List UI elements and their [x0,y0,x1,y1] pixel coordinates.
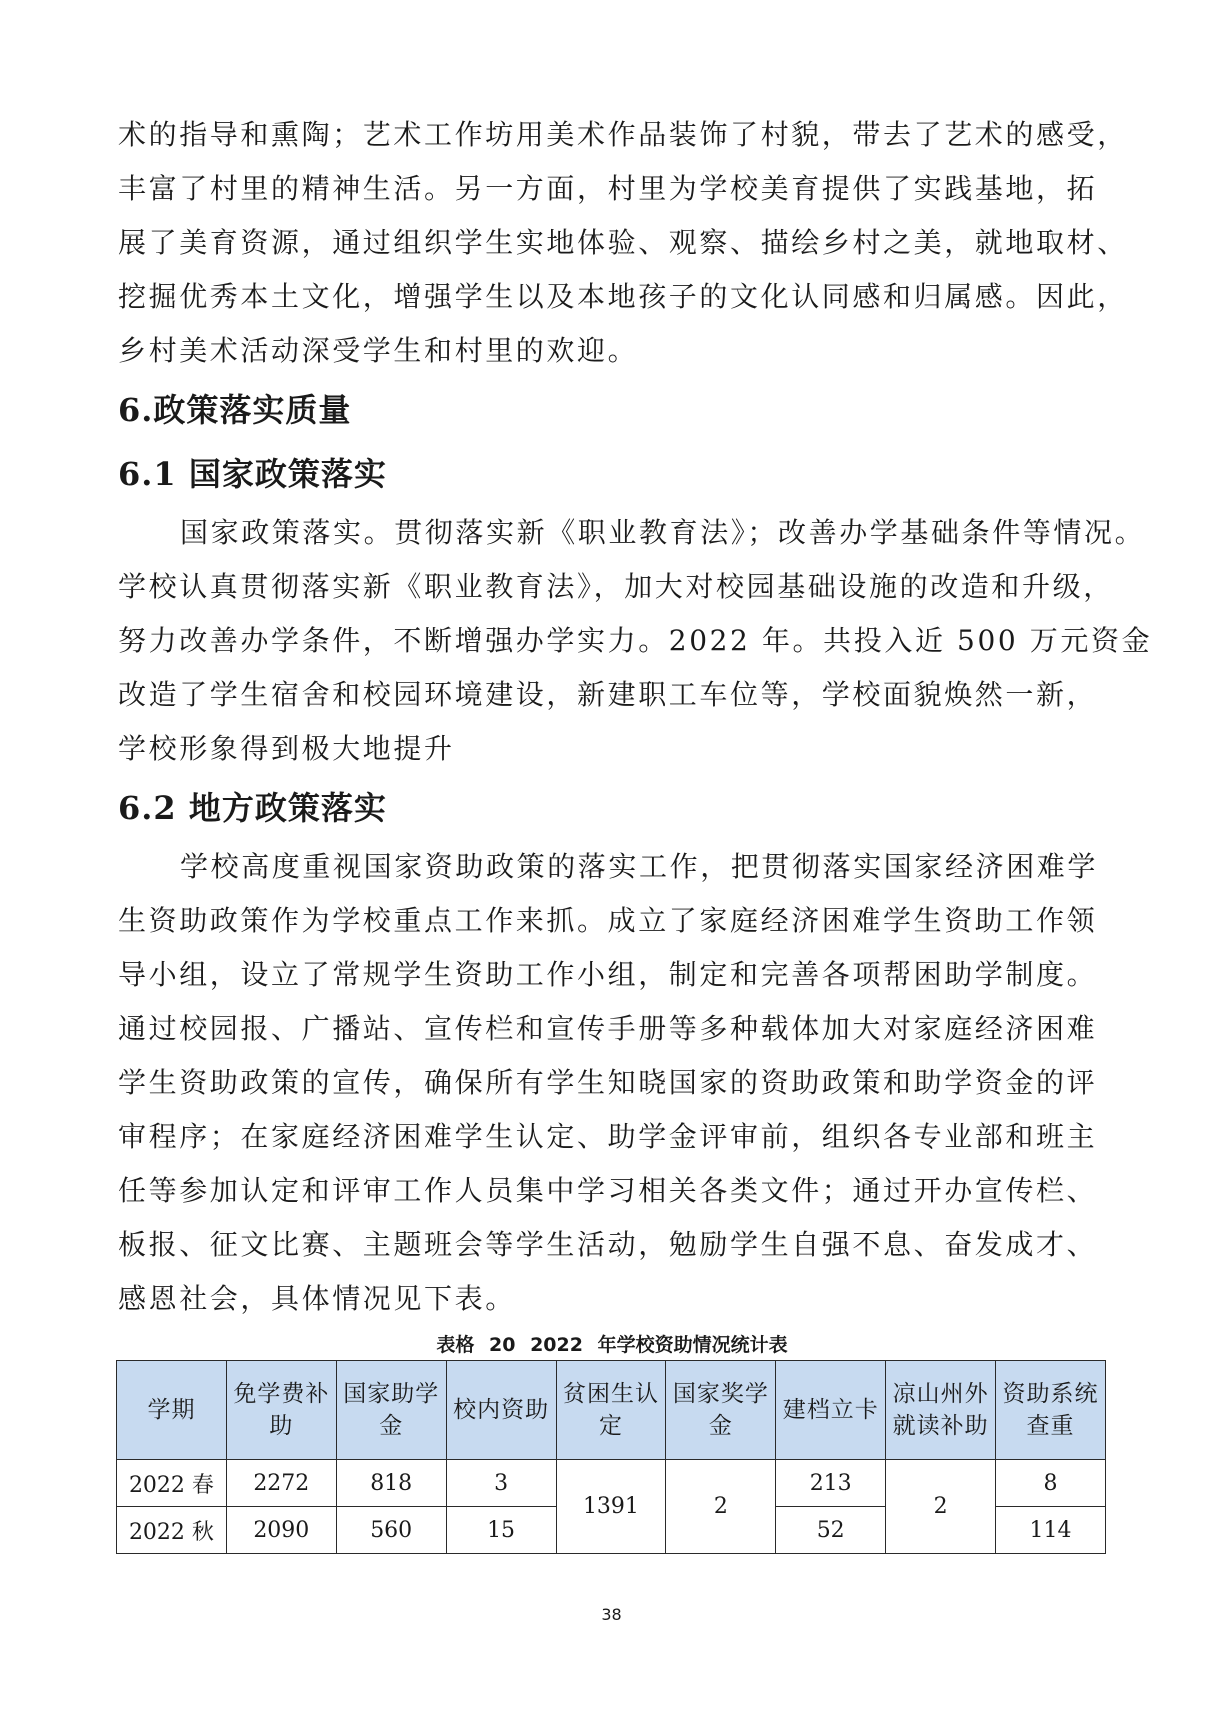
table-cell-merged: 2 [886,1460,996,1554]
text-line: 改造了学生宿舍和校园环境建设，新建职工车位等，学校面貌焕然一新， [118,678,1098,711]
paragraph-art-activities [118,108,1128,378]
header-duplicate-check: 资助系统查重 [996,1361,1106,1460]
table-cell: 2090 [226,1507,336,1554]
paragraph-local-policy [118,840,1106,1326]
table-cell: 15 [446,1507,556,1554]
header-tuition-waiver: 免学费补助 [226,1361,336,1460]
text-line: 展了美育资源，通过组织学生实地体验、观察、描绘乡村之美，就地取材、 [118,226,1128,259]
text-line: 术的指导和熏陶；艺术工作坊用美术作品装饰了村貌，带去了艺术的感受， [118,118,1128,151]
text-line: 学校认真贯彻落实新《职业教育法》，加大对校园基础设施的改造和升级， [118,570,1114,603]
text-line: 国家政策落实。贯彻落实新《职业教育法》；改善办学基础条件等情况。 [180,516,1146,549]
header-national-grant: 国家助学金 [336,1361,446,1460]
table-cell: 2022 秋 [117,1507,227,1554]
header-term: 学期 [117,1361,227,1460]
text-line: 板报、征文比赛、主题班会等学生活动，勉励学生自强不息、奋发成才、 [118,1228,1098,1261]
text-line: 丰富了村里的精神生活。另一方面，村里为学校美育提供了实践基地，拓 [118,172,1098,205]
text-line: 挖掘优秀本土文化，增强学生以及本地孩子的文化认同感和归属感。因此， [118,280,1128,313]
table-cell-merged: 2 [666,1460,776,1554]
table-cell: 560 [336,1507,446,1554]
header-liangshan-subsidy: 凉山州外就读补助 [886,1361,996,1460]
table-cell: 114 [996,1507,1106,1554]
text-line: 乡村美术活动深受学生和村里的欢迎。 [118,334,639,367]
table-header-row [117,1361,1106,1460]
table-cell-merged: 1391 [556,1460,666,1554]
text-line: 学校高度重视国家资助政策的落实工作，把贯彻落实国家经济困难学 [180,850,1099,883]
header-national-scholarship: 国家奖学金 [666,1361,776,1460]
page-number: 38 [601,1605,622,1624]
funding-statistics-table [116,1360,1106,1554]
text-line: 感恩社会，具体情况见下表。 [118,1282,516,1315]
text-line: 生资助政策作为学校重点工作来抓。成立了家庭经济困难学生资助工作领 [118,904,1098,937]
text-line: 审程序；在家庭经济困难学生认定、助学金评审前，组织各专业部和班主 [118,1120,1098,1153]
header-registered-card: 建档立卡 [776,1361,886,1460]
section-heading-6: 6.政策落实质量 [118,391,352,429]
text-line: 通过校园报、广播站、宣传栏和宣传手册等多种载体加大对家庭经济困难 [118,1012,1098,1045]
text-line: 导小组，设立了常规学生资助工作小组，制定和完善各项帮困助学制度。 [118,958,1098,991]
section-heading-6-1: 6.1 国家政策落实 [118,455,387,493]
table-cell: 52 [776,1507,886,1554]
page-content [118,108,1153,1554]
text-line: 努力改善办学条件，不断增强办学实力。2022 年。共投入近 500 万元资金 [118,624,1153,657]
text-line: 学校形象得到极大地提升 [118,732,455,765]
header-school-aid: 校内资助 [446,1361,556,1460]
table-cell: 3 [446,1460,556,1507]
table-cell: 818 [336,1460,446,1507]
table-cell: 213 [776,1460,886,1507]
section-heading-6-2: 6.2 地方政策落实 [118,789,387,827]
header-poverty-certification: 贫困生认定 [556,1361,666,1460]
table-cell: 2022 春 [117,1460,227,1507]
table-row [117,1460,1106,1507]
text-line: 学生资助政策的宣传，确保所有学生知晓国家的资助政策和助学资金的评 [118,1066,1098,1099]
text-line: 任等参加认定和评审工作人员集中学习相关各类文件；通过开办宣传栏、 [118,1174,1098,1207]
table-cell: 8 [996,1460,1106,1507]
table-cell: 2272 [226,1460,336,1507]
paragraph-national-policy [118,506,1153,776]
table-caption: 表格 20 2022 年学校资助情况统计表 [436,1334,788,1356]
